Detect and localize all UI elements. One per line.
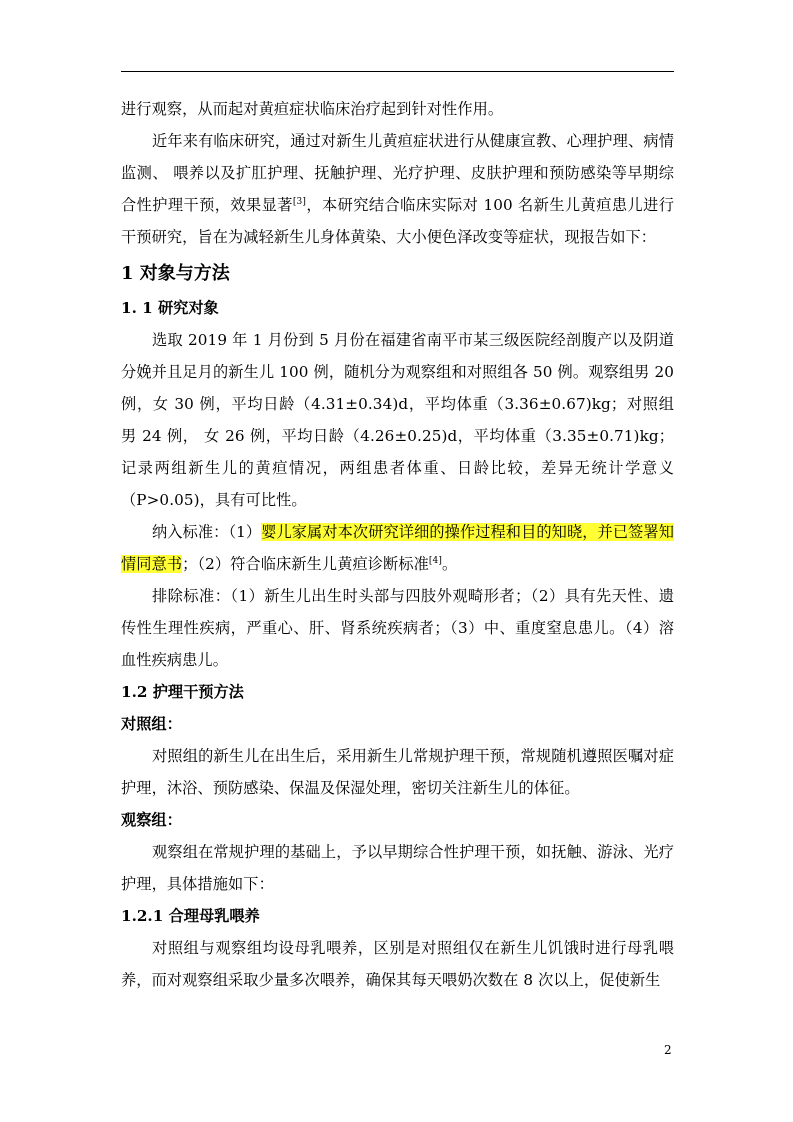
paragraph-subjects: 选取 2019 年 1 月份到 5 月份在福建省南平市某三级医院经剖腹产以及阴道分娩并且足月的新生儿 100 例，随机分为观察组和对照组各 50 例。观察组男 20 例，女 30 例，平均日龄（4.31±0.34)d，平均体重（3.36±0.67)kg；对照组男 24 例， 女 26 例，平均日龄（4.26±0.25)d，平均体重（3.35±0.71)kg；记录两组新生儿的黄疸情况，两组患者体重、日龄比较，差异无统计学意义（P>0.05)，具有可比性。 <box>121 331 674 509</box>
inclusion-text-b: ；（2）符合临床新生儿黄疸诊断标准 <box>182 555 429 573</box>
page-number: 2 <box>664 1043 672 1057</box>
inclusion-text-a: 纳入标准：（1） <box>152 523 262 541</box>
citation-3: [3] <box>292 196 306 207</box>
section-heading-methods: 1 对象与方法 <box>121 263 230 284</box>
highlighted-text: 婴儿家属对本次研究详细的操作过程和目的知晓，并已签署知情同意书 <box>121 523 674 573</box>
document-body <box>121 93 674 996</box>
citation-4: [4] <box>428 555 442 566</box>
paragraph-feeding: 对照组与观察组均设母乳喂养，区别是对照组仅在新生儿饥饿时进行母乳喂养，而对观察组采取少量多次喂养，确保其每天喂奶次数在 8 次以上，促使新生 <box>121 939 674 989</box>
paragraph-exclusion: 排除标准：（1）新生儿出生时头部与四肢外观畸形者；（2）具有先天性、遗传性生理性疾病，严重心、肝、肾系统疾病者；（3）中、重度窒息患儿。（4）溶血性疾病患儿。 <box>121 587 674 669</box>
subsection-heading-feeding: 1.2.1 合理母乳喂养 <box>121 907 260 925</box>
heading-control-group: 对照组： <box>121 715 182 733</box>
paragraph-control: 对照组的新生儿在出生后，采用新生儿常规护理干预，常规随机遵照医嘱对症护理，沐浴、预防感染、保温及保湿处理，密切关注新生儿的体征。 <box>121 747 674 797</box>
paragraph-inclusion <box>121 516 674 580</box>
intro-text-b: ，本研究结合临床实际对 100 名新生儿黄疸患儿进行干预研究，旨在为减轻新生儿身体黄染、大小便色泽改变等症状，现报告如下： <box>121 196 674 246</box>
subsection-heading-subjects: 1. 1 研究对象 <box>121 299 219 317</box>
header-rule <box>121 71 674 72</box>
heading-observation-group: 观察组： <box>121 811 182 829</box>
subsection-heading-nursing: 1.2 护理干预方法 <box>121 683 244 701</box>
paragraph-intro <box>121 125 674 253</box>
paragraph-continuation: 进行观察，从而起对黄疸症状临床治疗起到针对性作用。 <box>121 100 504 118</box>
intro-text-a: 近年来有临床研究，通过对新生儿黄疸症状进行从健康宣教、心理护理、病情监测、 喂养以及扩肛护理、抚触护理、光疗护理、皮肤护理和预防感染等早期综合性护理干预，效果显著 <box>121 132 674 214</box>
inclusion-text-c: 。 <box>441 555 458 573</box>
paragraph-observation: 观察组在常规护理的基础上，予以早期综合性护理干预，如抚触、游泳、光疗护理，具体措施如下： <box>121 843 674 893</box>
